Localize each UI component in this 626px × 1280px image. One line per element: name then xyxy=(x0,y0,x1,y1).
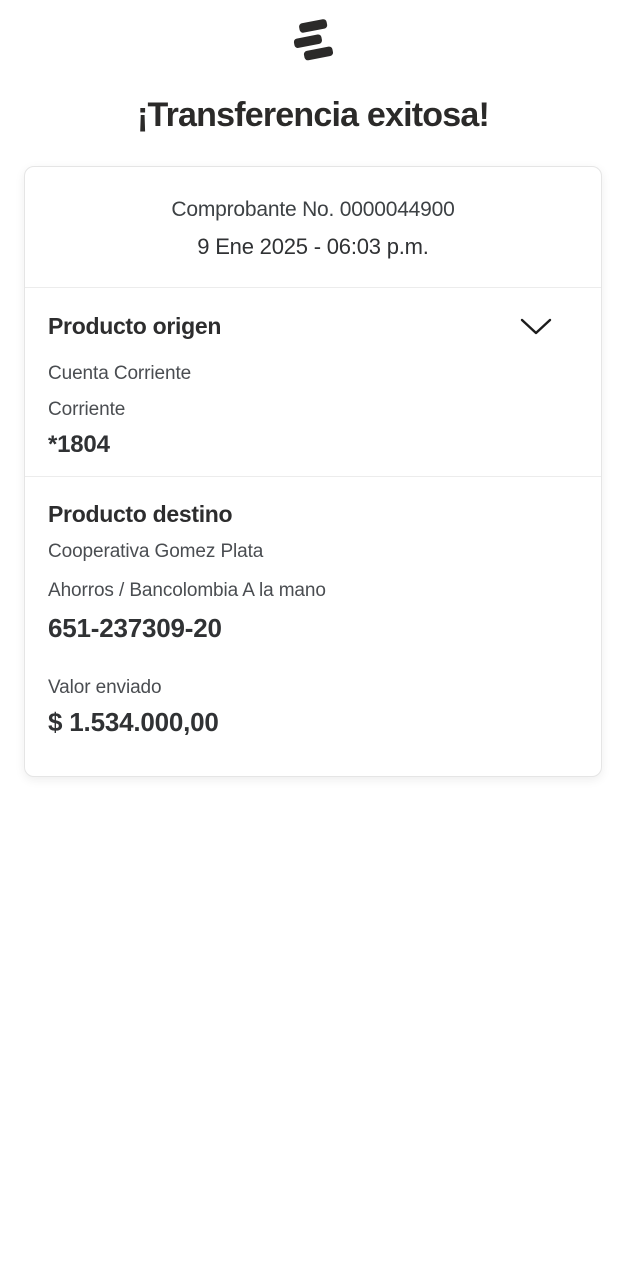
origin-product-type: Cuenta Corriente xyxy=(48,363,192,384)
page-title: ¡Transferencia exitosa! xyxy=(137,96,489,134)
origin-product-name: Corriente xyxy=(48,399,126,420)
receipt-number: Comprobante No. 0000044900 xyxy=(171,198,455,221)
origin-product-heading: Producto origen xyxy=(48,313,222,339)
collapse-origin-button[interactable] xyxy=(516,315,556,338)
receipt-datetime: 9 Ene 2025 - 06:03 p.m. xyxy=(197,234,429,259)
recipient-name: Cooperativa Gomez Plata xyxy=(48,541,264,562)
destination-product-section xyxy=(25,477,601,776)
destination-account-number: 651-237309-20 xyxy=(48,613,222,643)
receipt-header xyxy=(25,167,601,287)
destination-product-heading: Producto destino xyxy=(48,501,233,527)
amount-label: Valor enviado xyxy=(48,677,162,698)
chevron-down-icon xyxy=(520,317,552,336)
origin-masked-number: *1804 xyxy=(48,431,110,458)
origin-product-section xyxy=(25,288,601,476)
destination-product-type: Ahorros / Bancolombia A la mano xyxy=(48,580,326,601)
receipt-card xyxy=(24,166,602,777)
origin-section-header xyxy=(48,313,578,340)
amount-value: $ 1.534.000,00 xyxy=(48,707,219,737)
bancolombia-logo-icon xyxy=(293,18,333,64)
